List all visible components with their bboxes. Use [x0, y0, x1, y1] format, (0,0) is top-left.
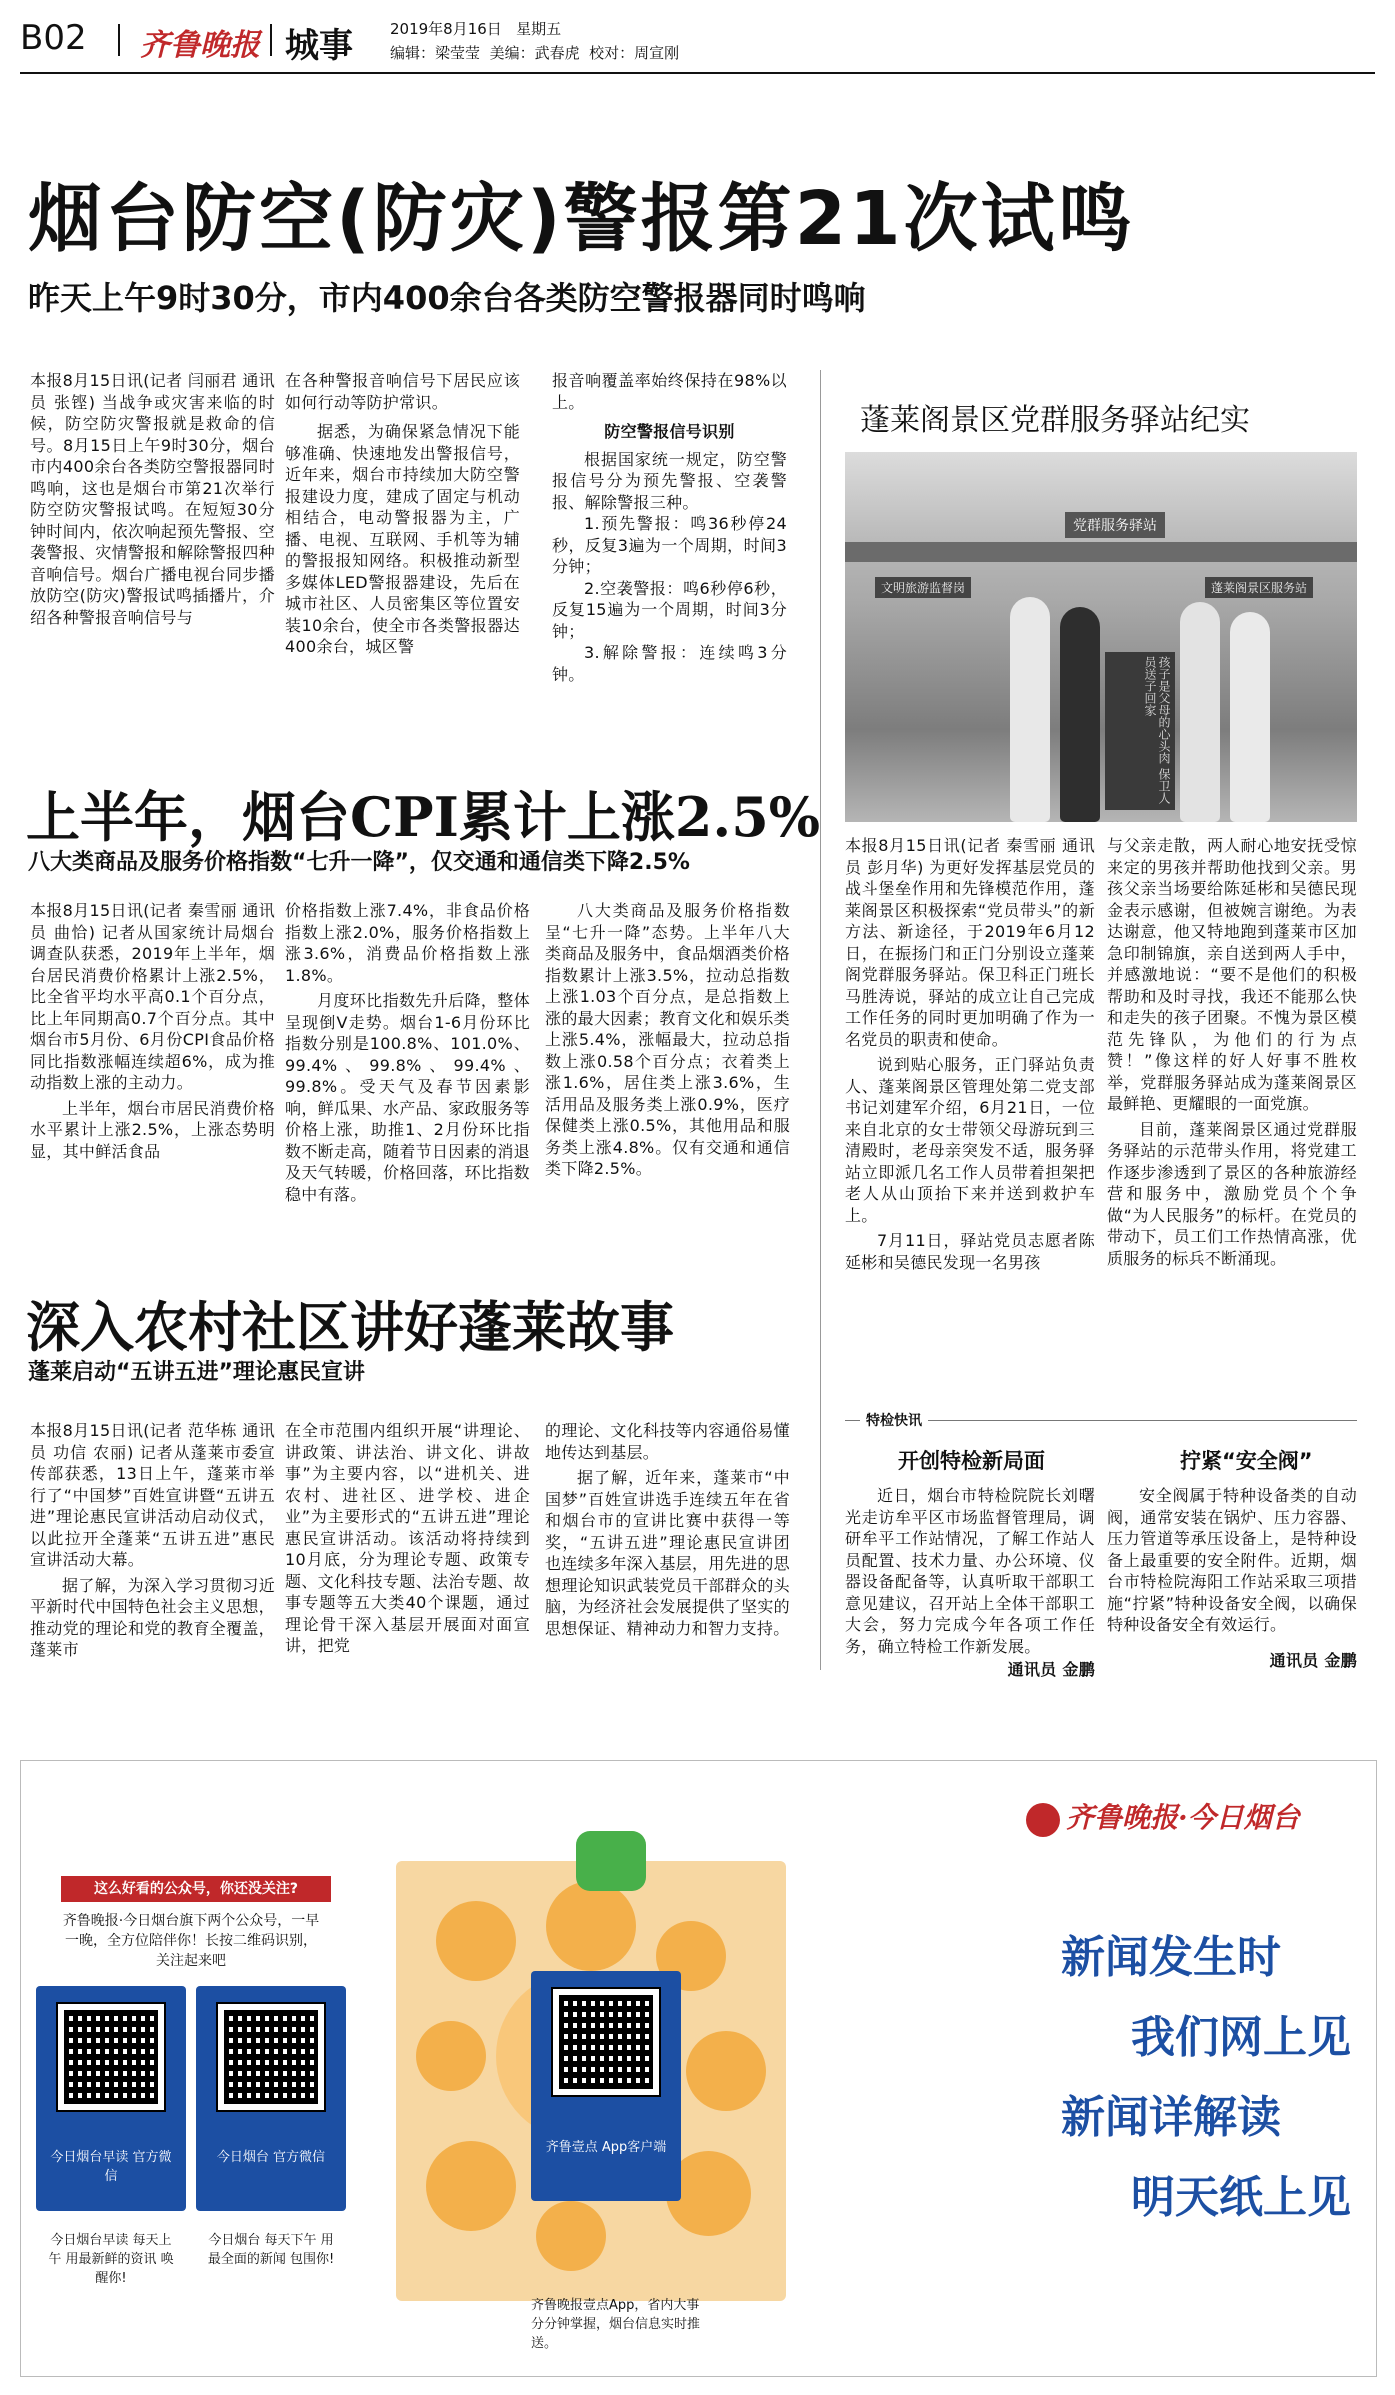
photo-person-1 — [1010, 597, 1050, 822]
ad-note-3: 齐鲁晚报壹点App，省内大事分分钟掌握，烟台信息实时推送。 — [531, 2298, 701, 2351]
penglai-photo — [845, 452, 1357, 822]
lead-col2-p1: 在各种警报音响信号下居民应该如何行动等防护常识。 — [285, 371, 520, 412]
rural-col1-p2: 据了解，为深入学习贯彻习近平新时代中国特色社会主义思想，推动党的理论和党的教育全覆盖，蓬莱市 — [30, 1575, 275, 1659]
lead-col3-p5: 3.解除警报：连续鸣3分钟。 — [552, 643, 787, 684]
penglai-col2-p2: 目前，蓬莱阁景区通过党群服务驿站的示范带头作用，将党建工作逐步渗透到了景区的各种旅游经营和服务中，激励党员个个争做“为人民服务”的标杆。在党员的带动下，员工们工作热情高涨，优质服务的标兵不断涌现。 — [1107, 1119, 1357, 1268]
cpi-col2-p2: 月度环比指数先升后降，整体呈现倒V走势。烟台1-6月份环比指数分别是100.8%、101.0%、99.4%、99.8%、99.4%、99.8%。受天气及春节因素影响，鲜瓜果、水产品、家政服务等价格上涨，助推1、2月份环比指数不断走高，随着节日因素的消退及天气转暖，价格回落，环比指数稳中有落。 — [285, 991, 530, 1204]
cpi-col3 — [545, 900, 790, 1180]
lead-col3-p1: 报音响覆盖率始终保持在98%以上。 — [552, 371, 787, 412]
cpi-headline: 上半年，烟台CPI累计上涨2.5% — [26, 785, 821, 849]
lead-col1 — [30, 370, 275, 628]
ad-slogan-2: 我们网上见 — [1131, 2012, 1351, 2063]
cpi-col2 — [285, 900, 530, 1205]
qr-card-1 — [36, 1986, 186, 2211]
lead-subheadline: 昨天上午9时30分，市内400余台各类防空警报器同时鸣响 — [28, 279, 866, 317]
ad-banner — [61, 1876, 331, 1902]
rural-col2 — [285, 1420, 530, 1657]
ad-logo-mark-icon — [1026, 1803, 1060, 1837]
proofreader: 校对：周宣刚 — [589, 44, 680, 62]
lead-col3 — [552, 370, 787, 685]
rural-col3 — [545, 1420, 790, 1639]
photo-sign-center: 党群服务驿站 — [1065, 512, 1165, 538]
lead-col3-p3: 1.预先警报：鸣36秒停24秒，反复3遍为一个周期，时间3分钟； — [552, 514, 787, 576]
ad-logo-text: 齐鲁晚报·今日烟台 — [1066, 1801, 1300, 1834]
qr-card-2 — [196, 1986, 346, 2211]
special-left-byline: 通讯员 金鹏 — [1007, 1660, 1095, 1679]
penglai-col1-p2: 说到贴心服务，正门驿站负责人、蓬莱阁景区管理处第二党支部书记刘建军介绍，6月21日，一位来自北京的女士带领父母游玩到三清殿时，老母亲突发不适，服务驿站立即派几名工作人员带着担架把老人从山顶抬下来并送到救护车上。 — [845, 1055, 1095, 1225]
ad-slogan-4: 明天纸上见 — [1131, 2172, 1351, 2223]
special-right-byline: 通讯员 金鹏 — [1269, 1650, 1357, 1670]
qr-code-1[interactable] — [58, 2004, 164, 2110]
special-left-body — [845, 1485, 1095, 1681]
photo-banner — [1105, 652, 1175, 810]
cpi-col1-p2: 上半年，烟台市居民消费价格水平累计上涨2.5%，上涨态势明显，其中鲜活食品 — [30, 1098, 275, 1161]
lead-col2 — [285, 370, 520, 658]
section-name: 城事 — [285, 26, 353, 66]
masthead-logo: 齐鲁晚报 — [140, 28, 260, 63]
cpi-col3-p1: 八大类商品及服务价格指数呈“七升一降”态势。上半年八大类商品及服务中，食品烟酒类价格指数累计上涨3.5%，拉动总指数上涨1.03个百分点，是总指数上涨的最大因素；教育文化和娱乐类上涨5.4%，涨幅最大，拉动总指数上涨0.58个百分点；衣着类上涨1.6%，居住类上涨3.6%，生活用品及服务类上涨0.9%，医疗保健类上涨0.5%，其他用品和服务类上涨4.8%。仅有交通和通信类下降2.5%。 — [545, 901, 790, 1178]
rural-col1-p1: 本报8月15日讯(记者 范华栋 通讯员 功信 农丽) 记者从蓬莱市委宣传部获悉，13日上午，蓬莱市举行了“中国梦”百姓宣讲暨“五讲五进”理论惠民宣讲活动启动仪式，以此拉开全蓬莱“五讲五进”惠民宣讲活动大幕。 — [30, 1421, 275, 1569]
photo-banner-text: 孩子是父母的心头肉 保卫人员送子回家 — [1143, 656, 1171, 804]
editor: 编辑：梁莹莹 — [390, 44, 481, 62]
cpi-col1 — [30, 900, 275, 1162]
cpi-subheadline: 八大类商品及服务价格指数“七升一降”，仅交通和通信类下降2.5% — [28, 850, 690, 875]
penglai-col1 — [845, 835, 1095, 1273]
ad-panel — [20, 1760, 1377, 2377]
qr-card-3 — [531, 1971, 681, 2201]
rural-subheadline: 蓬莱启动“五讲五进”理论惠民宣讲 — [28, 1360, 365, 1385]
lead-col1-text: 本报8月15日讯(记者 闫丽君 通讯员 张铿) 当战争或灾害来临的时候，防空防灾警报就是救命的信号。8月15日上午9时30分，烟台市内400余台各类防空警报器同时鸣响，这也是烟台市第21次举行防空防灾警报试鸣。在短短30分钟时间内，依次响起预先警报、空袭警报、灾情警报和解除警报四种音响信号。烟台广播电视台同步播放防空(防灾)警报试鸣插播片，介绍各种警报音响信号与 — [30, 371, 275, 627]
special-right-text: 安全阀属于特种设备类的自动阀，通常安装在锅炉、压力容器、压力管道等承压设备上，是特种设备上最重要的安全附件。近期，烟台市特检院海阳工作站采取三项措施“拧紧”特种设备安全阀，以确保特种设备安全有效运行。 — [1107, 1486, 1357, 1634]
photo-person-3 — [1180, 602, 1220, 822]
cpi-col2-p1: 价格指数上涨7.4%，非食品价格指数上涨2.0%，服务价格指数上涨3.6%，消费品价格指数上涨1.8%。 — [285, 901, 530, 985]
rural-col1 — [30, 1420, 275, 1661]
qr-code-2[interactable] — [218, 2004, 324, 2110]
ad-slogan-3: 新闻详解读 — [1061, 2092, 1281, 2143]
ad-banner-text: 这么好看的公众号，你还没关注? — [93, 1881, 299, 1897]
special-left-text: 近日，烟台市特检院院长刘曙光走访牟平区市场监督管理局，调研牟平工作站情况，了解工作站人员配置、技术力量、办公环境、仪器设备配备等，认真听取干部职工意见建议，召开站上全体干部职工大会，努力完成今年各项工作任务，确立特检工作新发展。 — [845, 1486, 1095, 1656]
ad-slogan-1: 新闻发生时 — [1061, 1932, 1281, 1983]
photo-person-2 — [1060, 607, 1100, 822]
special-left-title: 开创特检新局面 — [898, 1449, 1045, 1473]
special-tag: 特检快讯 — [860, 1410, 928, 1430]
ad-intro: 齐鲁晚报·今日烟台旗下两个公众号，一早一晚，全方位陪伴你！长按二维码识别，关注起来吧 — [62, 1913, 320, 1969]
ad-note-2: 今日烟台 每天下午 用最全面的新闻 包围你! — [207, 2233, 335, 2267]
chat-icon — [576, 1831, 646, 1891]
ad-note-1: 今日烟台早读 每天上午 用最新鲜的资讯 唤醒你! — [48, 2233, 174, 2286]
lead-headline: 烟台防空(防灾)警报第21次试鸣 — [28, 176, 1135, 262]
page-number: B02 — [20, 18, 87, 58]
lead-col3-p2: 根据国家统一规定，防空警报信号分为预先警报、空袭警报、解除警报三种。 — [552, 449, 787, 512]
lead-col3-p4: 2.空袭警报：鸣6秒停6秒，反复15遍为一个周期，时间3分钟； — [552, 578, 787, 641]
header-date — [390, 18, 561, 39]
photo-sign-left: 文明旅游监督岗 — [875, 577, 971, 598]
rural-col2-p1: 在全市范围内组织开展“讲理论、讲政策、讲法治、讲文化、讲故事”为主要内容，以“进机关、进农村、进社区、进学校、进企业”为主要形式的“五讲五进”理论惠民宣讲活动。该活动将持续到10月底，分为理论专题、政策专题、文化科技专题、法治专题、故事专题等五大类40个课题，通过理论骨干深入基层开展面对面宣讲，把党 — [285, 1421, 530, 1655]
designer: 美编：武春虎 — [489, 44, 580, 62]
qr2-label: 今日烟台 官方微信 — [216, 2150, 326, 2165]
rural-col3-p1: 的理论、文化科技等内容通俗易懂地传达到基层。 — [545, 1421, 790, 1462]
rural-col3-p2: 据了解，近年来，蓬莱市“中国梦”百姓宣讲选手连续五年在省和烟台市的宣讲比赛中获得一等奖，“五讲五进”理论惠民宣讲团也连续多年深入基层，用先进的思想理论知识武装党员干部群众的头脑，为经济社会发展提供了坚实的思想保证、精神动力和智力支持。 — [545, 1468, 790, 1638]
penglai-col1-p3: 7月11日，驿站党员志愿者陈延彬和吴德民发现一名男孩 — [845, 1231, 1095, 1272]
special-right-body — [1107, 1485, 1357, 1671]
photo-sign-right: 蓬莱阁景区服务站 — [1205, 577, 1313, 598]
penglai-col2 — [1107, 835, 1357, 1269]
penglai-col1-p1: 本报8月15日讯(记者 秦雪丽 通讯员 彭月华) 为更好发挥基层党员的战斗堡垒作用和先锋模范作用，蓬莱阁景区积极探索“党员带头”的新方法、新途径，于2019年6月12日，在振扬门和正门分别设立蓬莱阁党群服务驿站。保卫科正门班长马胜涛说，驿站的成立让自己完成工作任务的同时更加明确了作为一名党员的职责和使命。 — [845, 836, 1095, 1049]
header-credits — [390, 42, 679, 63]
photo-person-4 — [1230, 612, 1270, 822]
qr1-label: 今日烟台早读 官方微信 — [50, 2150, 172, 2184]
special-right-title: 拧紧“安全阀” — [1180, 1449, 1313, 1473]
qr-code-3[interactable] — [553, 1989, 659, 2095]
lead-col2-p2: 据悉，为确保紧急情况下能够准确、快速地发出警报信号，近年来，烟台市持续加大防空警报建设力度，建成了固定与机动相结合，电动警报器为主，广播、电视、互联网、手机等为辅的警报报知网络。积极推动新型多媒体LED警报器建设，先后在城市社区、人员密集区等位置安装10余台，使全市各类警报器达400余台，城区警 — [285, 422, 520, 656]
date: 2019年8月16日 — [390, 20, 502, 38]
lead-col3-heading: 防空警报信号识别 — [604, 422, 735, 441]
ad-logo — [1026, 1796, 1300, 1837]
rural-headline: 深入农村社区讲好蓬莱故事 — [26, 1296, 674, 1359]
cpi-col1-p1: 本报8月15日讯(记者 秦雪丽 通讯员 曲恰) 记者从国家统计局烟台调查队获悉，2019年上半年，烟台居民消费价格累计上涨2.5%，比全省平均水平高0.1个百分点，比上年同期高0.7个百分点。其中烟台市5月份、6月份CPI食品价格同比指数涨幅连续超6%，成为推动指数上涨的主动力。 — [30, 901, 275, 1092]
penglai-col2-p1: 与父亲走散，两人耐心地安抚受惊来定的男孩并帮助他找到父亲。男孩父亲当场要给陈延彬和吴德民现金表示感谢，但被婉言谢绝。为表达谢意，他又特地跑到蓬莱市区加急印制锦旗，亲自送到两人手中，并感激地说：“要不是他们的积极帮助和及时寻找，我还不能那么快和走失的孩子团聚。不愧为景区模范先锋队，为他们的行为点赞！”像这样的好人好事不胜枚举，党群服务驿站成为蓬莱阁景区最鲜艳、更耀眼的一面党旗。 — [1107, 836, 1357, 1113]
penglai-headline: 蓬莱阁景区党群服务驿站纪实 — [860, 403, 1250, 438]
weekday: 星期五 — [516, 20, 562, 38]
qr3-label: 齐鲁壹点 App客户端 — [545, 2140, 667, 2155]
